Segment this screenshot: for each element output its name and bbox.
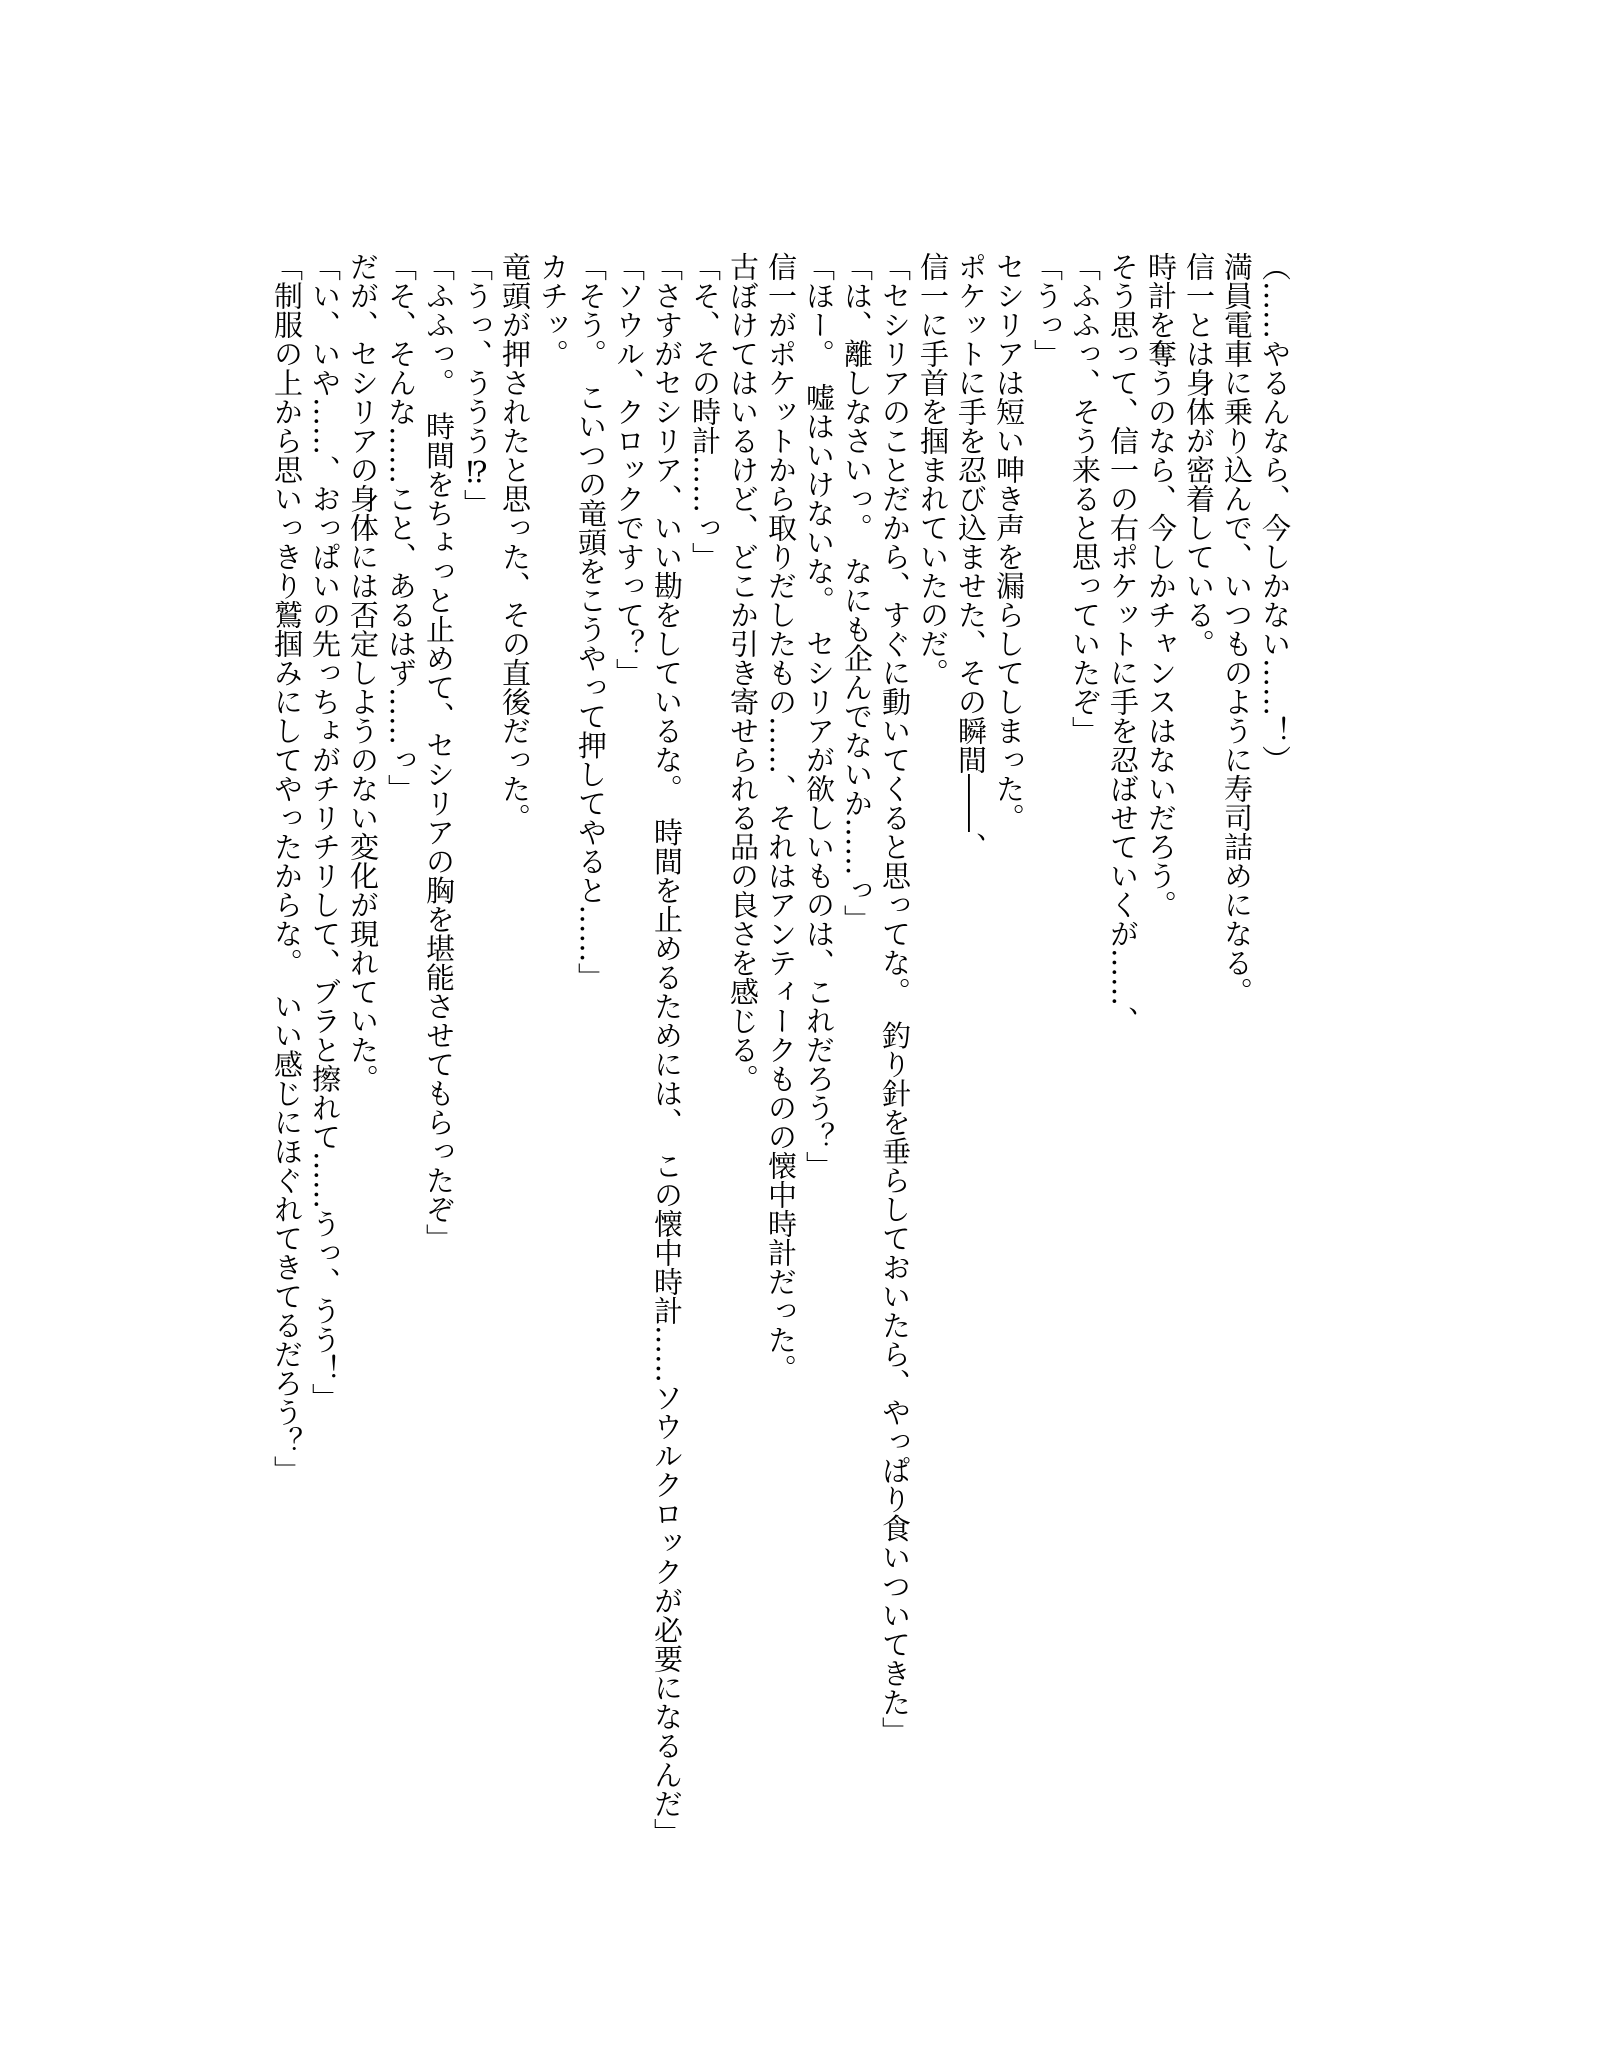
text-line: 「ふふっ、そう来ると思っていたぞ」 [1068, 252, 1102, 745]
text-line: 「は、離しなさいっ。 なにも企んでないか……っ」 [840, 252, 874, 934]
text-line: 「ふふっ。 時間をちょっと止めて、セシリアの胸を堪能させてもらったぞ」 [422, 252, 456, 1253]
text-line: 信一に手首を掴まれていたのだ。 [916, 252, 950, 687]
text-line: 古ぼけてはいるけど、どこか引き寄せられる品の良さを感じる。 [726, 252, 760, 1093]
text-line: 「うっ」 [1030, 252, 1064, 368]
text-line: 「い、いや……、おっぱいの先っちょがチリチリして、ブラと擦れて……うっ、うう！」 [308, 252, 342, 1412]
text-line: そう思って、信一の右ポケットに手を忍ばせていくが……、 [1106, 252, 1140, 1035]
text-line: （……やるんなら、今しかない……！） [1258, 252, 1292, 774]
text-line: 信一がポケットから取りだしたもの……、それはアンティークものの懐中時計だった。 [764, 252, 798, 1383]
text-line: 信一とは身体が密着している。 [1182, 252, 1216, 658]
text-line: 竜頭が押されたと思った、その直後だった。 [498, 252, 532, 832]
text-line: 「うっ、ううう⁉」 [460, 252, 494, 518]
text-line: 「さすがセシリア、いい勘をしているな。 時間を止めるためには、 この懐中時計……ソウルクロックが必要になるんだ」 [650, 252, 684, 1847]
text-line: 「そう。 こいつの竜頭をこうやって押してやると……」 [574, 252, 608, 992]
text-line: セシリアは短い呻き声を漏らしてしまった。 [992, 252, 1026, 832]
text-line: 「制服の上から思いっきり鷲掴みにしてやったからな。 いい感じにほぐれてきてるだろう？」 [270, 252, 304, 1485]
text-line: 「そ、その時計……っ」 [688, 252, 722, 571]
text-line: 「そ、そんな……こと、あるはず……っ」 [384, 252, 418, 803]
text-line: 「セシリアのことだから、すぐに動いてくると思ってな。 釣り針を垂らしておいたら、やっぱり食いついてきた」 [878, 252, 912, 1746]
text-line: カチッ。 [536, 252, 570, 368]
text-line: ポケットに手を忍び込ませた、その瞬間――、 [954, 252, 988, 861]
text-line: 満員電車に乗り込んで、いつものように寿司詰めになる。 [1220, 252, 1254, 1006]
text-line: 時計を奪うのなら、今しかチャンスはないだろう。 [1144, 252, 1178, 919]
vertical-text-block [268, 252, 1294, 1942]
text-line: 「ソウル、クロックですって？」 [612, 252, 646, 687]
text-line: 「ほー。 嘘はいけないな。 セシリアが欲しいものは、これだろう？」 [802, 252, 836, 1180]
text-line: だが、セシリアの身体には否定しようのない変化が現れていた。 [346, 252, 380, 1093]
